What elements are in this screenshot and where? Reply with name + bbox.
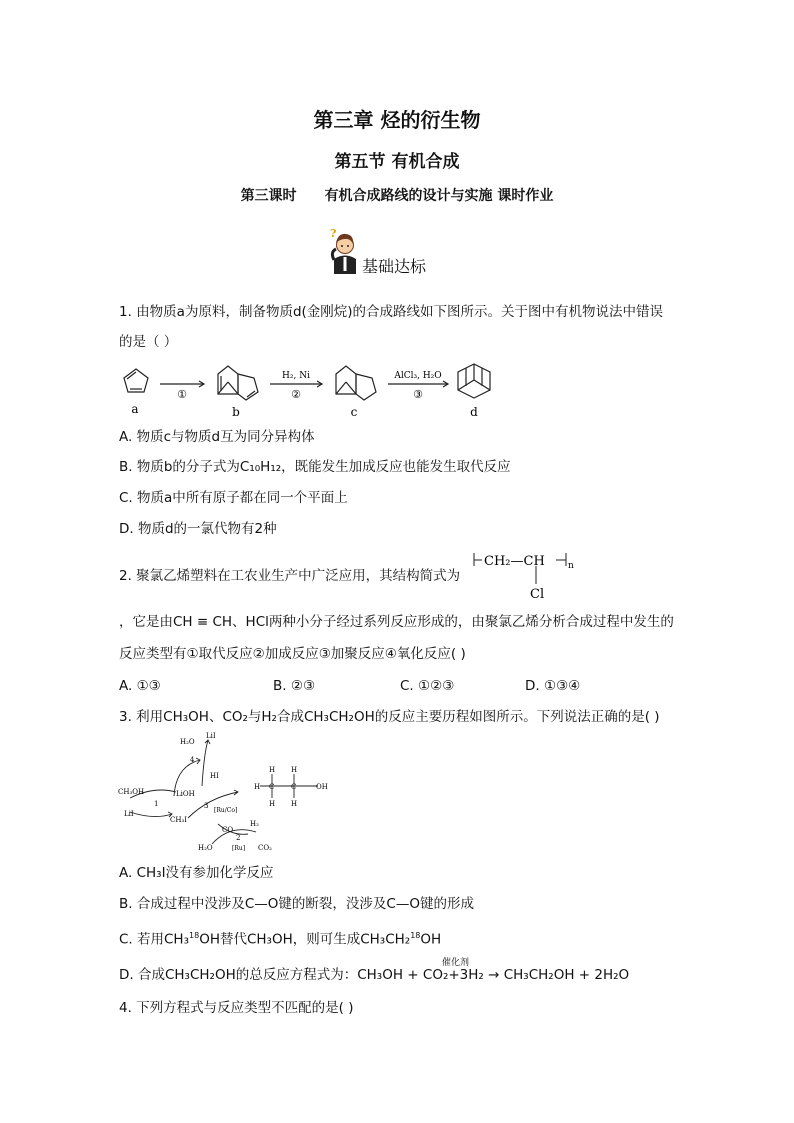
q2-option-c: C. ①②③	[400, 678, 455, 694]
ethanol-c1: C	[269, 783, 275, 791]
svg-text:?: ?	[330, 227, 337, 240]
q1-option-b: B. 物质b的分子式为C₁₀H₁₂，既能发生加成反应也能发生取代反应	[119, 459, 511, 475]
badge-label: 基础达标	[362, 257, 427, 276]
q2-option-b: B. ②③	[273, 678, 316, 694]
q1-option-c: C. 物质a中所有原子都在同一个平面上	[119, 490, 348, 506]
lesson-topic: 有机合成路线的设计与实施 课时作业	[324, 188, 554, 204]
q3-option-c	[119, 926, 441, 950]
isotope-18-b: 18	[410, 931, 421, 940]
pvc-structure-formula	[470, 546, 580, 602]
isotope-18-a: 18	[189, 931, 200, 940]
ethanol-h-bot2: H	[291, 800, 298, 808]
cyc-step4: 4	[190, 756, 195, 764]
q2-option-a: A. ①③	[119, 678, 161, 694]
pvc-backbone: CH₂—CH	[484, 554, 545, 569]
ethanol-oh: OH	[316, 783, 328, 791]
q1-synthesis-scheme	[118, 356, 508, 422]
step2-label: ②	[291, 388, 301, 401]
q1-option-a: A. 物质c与物质d互为同分异构体	[119, 429, 315, 445]
ethanol-c2: C	[291, 783, 297, 791]
cyc-step3: 3	[204, 802, 209, 810]
step1-label: ①	[177, 388, 187, 401]
section-title: 第五节 有机合成	[334, 152, 460, 172]
molecule-c-structure	[336, 366, 376, 400]
cyc-ch3i: CH₃I	[170, 816, 188, 824]
cyc-hi: HI	[210, 772, 219, 780]
ethanol-h-top2: H	[291, 766, 298, 774]
ethanol-h-left: H	[254, 783, 261, 791]
label-a: a	[131, 402, 139, 416]
q2-option-d: D. ①③④	[525, 678, 581, 694]
label-d: d	[470, 405, 478, 419]
cyc-h2o-bottom: H₂O	[198, 844, 213, 852]
cyc-h2: H₂	[250, 820, 259, 828]
q2-stem-line3: 反应类型有①取代反应②加成反应③加聚反应④氧化反应( )	[119, 646, 466, 662]
section-badge	[326, 226, 466, 276]
cyc-lioh: LiOH	[176, 790, 195, 798]
cyc-cat2: [Ru]	[232, 845, 246, 852]
label-b: b	[232, 405, 240, 419]
lesson-number: 第三课时	[240, 188, 297, 204]
ethanol-h-bot1: H	[269, 800, 276, 808]
q2-stem-line2: ，它是由CH ≡ CH、HCl两种小分子经过系列反应形成的，由聚氯乙烯分析合成过程中发生的	[119, 614, 674, 630]
arrow-step4-right	[202, 740, 208, 786]
step3-label: ③	[413, 388, 423, 401]
cyc-co: CO	[222, 826, 234, 834]
q1-stem-line1: 1. 由物质a为原料，制备物质d(金刚烷)的合成路线如下图所示。关于图中有机物说法中错误	[119, 304, 664, 320]
label-c: c	[350, 405, 358, 419]
chapter-title: 第三章 烃的衍生物	[313, 108, 481, 132]
cyc-h2o-top: H₂O	[180, 738, 195, 746]
catalyst-label: 催化剂	[442, 958, 470, 968]
reagent-alcl3-h2o: AlCl₃, H₂O	[394, 371, 442, 381]
molecule-a-structure	[124, 369, 148, 392]
q3-option-c-part3: OH	[420, 931, 442, 948]
molecule-d-structure	[458, 364, 490, 398]
cyc-step1: 1	[154, 800, 159, 808]
q3-option-b: B. 合成过程中没涉及C—O键的断裂，没涉及C—O键的形成	[119, 896, 474, 912]
reagent-h2-ni: H₂, Ni	[282, 371, 310, 381]
q3-option-d: D. 合成CH₃CH₂OH的总反应方程式为：CH₃OH + CO₂+3H₂ → CH₃CH₂OH + 2H₂O	[119, 967, 630, 983]
arrow-step1-bottom	[130, 812, 172, 817]
q3-option-c-part2: OH替代CH₃OH，则可生成CH₃CH₂	[199, 931, 411, 948]
q1-option-d: D. 物质d的一氯代物有2种	[119, 521, 277, 537]
cyc-step2: 2	[236, 834, 241, 842]
cyc-cat3: [Ru/Co]	[214, 807, 238, 814]
q3-option-a: A. CH₃I没有参加化学反应	[119, 865, 274, 881]
cyc-ch3oh: CH₃OH	[118, 788, 145, 796]
thinking-student-icon	[326, 226, 362, 274]
q3-option-c-part1: C. 若用CH₃	[119, 931, 189, 948]
pvc-chlorine: Cl	[530, 587, 545, 602]
ethanol-h-top1: H	[269, 766, 276, 774]
molecule-b-structure	[218, 366, 258, 400]
cyc-lii-left: LiI	[124, 810, 134, 818]
q2-stem-line1: 2. 聚氯乙烯塑料在工农业生产中广泛应用，其结构简式为	[119, 568, 461, 584]
q3-stem: 3. 利用CH₃OH、CO₂与H₂合成CH₃CH₂OH的反应主要历程如图所示。下列说法正确的是( )	[119, 709, 660, 725]
q4-stem: 4. 下列方程式与反应类型不匹配的是( )	[119, 1000, 354, 1016]
arrow-step3	[188, 792, 238, 818]
lesson-title	[0, 185, 794, 205]
q1-stem-line2: 的是（ ）	[119, 334, 178, 350]
q3-reaction-cycle	[118, 728, 348, 852]
pvc-repeat-n: n	[568, 561, 574, 571]
cyc-co2: CO₂	[258, 844, 272, 852]
cyc-lii-top: LiI	[206, 732, 216, 740]
